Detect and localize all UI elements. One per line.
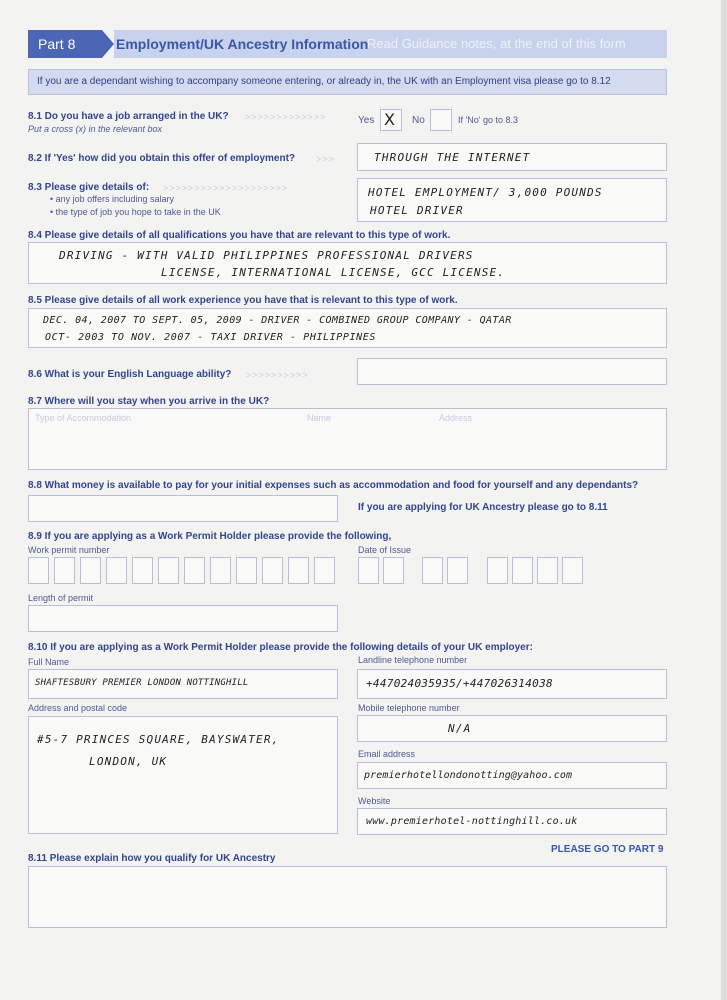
page-edge <box>721 0 727 1000</box>
mobile-label: Mobile telephone number <box>358 703 460 713</box>
q81-label: 8.1 Do you have a job arranged in the UK? <box>28 111 229 122</box>
q83-answer-field[interactable] <box>357 178 667 222</box>
permit-number-cell[interactable] <box>28 557 49 584</box>
full-name-field[interactable] <box>28 669 338 699</box>
q82-answer-field[interactable] <box>357 143 667 171</box>
q810-label: 8.10 If you are applying as a Work Permit Holder please provide the following details of your UK employer: <box>28 642 533 653</box>
issue-day-cell[interactable] <box>358 557 379 584</box>
q87-label: 8.7 Where will you stay when you arrive in the UK? <box>28 396 270 407</box>
landline-label: Landline telephone number <box>358 655 468 665</box>
q89-label: 8.9 If you are applying as a Work Permit Holder please provide the following, <box>28 531 392 542</box>
address-field[interactable] <box>28 716 338 834</box>
permit-number-cell[interactable] <box>106 557 127 584</box>
yes-label: Yes <box>358 115 375 126</box>
full-name-value: SHAFTESBURY PREMIER LONDON NOTTINGHILL <box>35 678 249 688</box>
q81-instruction: Put a cross (x) in the relevant box <box>28 124 163 134</box>
email-value: premierhotellondonotting@yahoo.com <box>364 770 573 781</box>
date-of-issue-label: Date of Issue <box>358 545 412 555</box>
part-label: Part 8 <box>28 30 102 58</box>
email-label: Email address <box>358 749 416 759</box>
part-arrow <box>102 30 114 58</box>
q811-answer-field[interactable] <box>28 866 667 928</box>
q88-label: 8.8 What money is available to pay for your initial expenses such as accommodation and food for yourself and any dependants? <box>28 480 639 491</box>
permit-number-cell[interactable] <box>132 557 153 584</box>
no-checkbox[interactable] <box>430 109 452 131</box>
permit-number-cell[interactable] <box>80 557 101 584</box>
q81-leader: >>>>>>>>>>>>> <box>245 112 327 122</box>
permit-number-cell[interactable] <box>54 557 75 584</box>
permit-number-cell[interactable] <box>288 557 309 584</box>
q86-leader: >>>>>>>>>> <box>246 370 309 380</box>
address-line-1: #5-7 PRINCES SQUARE, BAYSWATER, <box>37 733 280 746</box>
q84-label: 8.4 Please give details of all qualifications you have that are relevant to this type of work. <box>28 230 451 241</box>
q83-answer-line-2: HOTEL DRIVER <box>370 204 464 217</box>
q85-answer-line-1: DEC. 04, 2007 TO SEPT. 05, 2009 - DRIVER - COMBINED GROUP COMPANY - QATAR <box>43 315 512 326</box>
yes-mark: X <box>384 110 395 129</box>
landline-value: +447024035935/+447026314038 <box>366 677 553 690</box>
issue-day-cell[interactable] <box>383 557 404 584</box>
q81-no-note: If 'No' go to 8.3 <box>458 115 518 125</box>
issue-month-cell[interactable] <box>447 557 468 584</box>
q82-label: 8.2 If 'Yes' how did you obtain this offer of employment? <box>28 153 296 164</box>
mobile-field[interactable] <box>357 715 667 742</box>
q88-answer-field[interactable] <box>28 495 338 522</box>
full-name-label: Full Name <box>28 657 70 667</box>
issue-month-cell[interactable] <box>422 557 443 584</box>
issue-year-cell[interactable] <box>512 557 533 584</box>
permit-length-field[interactable] <box>28 605 338 632</box>
permit-number-cell[interactable] <box>314 557 335 584</box>
address-label: Address and postal code <box>28 703 128 713</box>
goto-part-9: PLEASE GO TO PART 9 <box>551 844 664 855</box>
q86-label: 8.6 What is your English Language ability? <box>28 369 232 380</box>
q85-answer-field[interactable] <box>28 308 667 348</box>
website-label: Website <box>358 796 391 806</box>
q82-answer: THROUGH THE INTERNET <box>374 151 531 164</box>
q83-bullet-2: • the type of job you hope to take in the UK <box>50 207 221 217</box>
mobile-value: N/A <box>448 722 472 735</box>
accommodation-name-placeholder: Name <box>307 413 332 423</box>
q83-bullet-1: • any job offers including salary <box>50 194 175 204</box>
ancestry-goto-note: If you are applying for UK Ancestry please go to 8.11 <box>358 502 608 513</box>
permit-number-cell[interactable] <box>158 557 179 584</box>
permit-number-cell[interactable] <box>236 557 257 584</box>
q83-answer-line-1: HOTEL EMPLOYMENT/ 3,000 POUNDS <box>368 186 603 199</box>
permit-number-label: Work permit number <box>28 545 110 555</box>
permit-length-label: Length of permit <box>28 593 94 603</box>
yes-checkbox[interactable] <box>380 109 402 131</box>
issue-year-cell[interactable] <box>537 557 558 584</box>
q82-leader: >>> <box>316 154 335 164</box>
accommodation-address-placeholder: Address <box>439 413 473 423</box>
q811-label: 8.11 Please explain how you qualify for UK Ancestry <box>28 853 276 864</box>
dependant-banner: If you are a dependant wishing to accompany someone entering, or already in, the UK with an Employment visa please go to 8.12 <box>28 69 667 95</box>
q86-answer-field[interactable] <box>357 358 667 385</box>
permit-number-cell[interactable] <box>262 557 283 584</box>
email-field[interactable] <box>357 762 667 789</box>
website-field[interactable] <box>357 808 667 835</box>
permit-number-cell[interactable] <box>210 557 231 584</box>
address-line-2: LONDON, UK <box>89 755 168 768</box>
guidance-note: Read Guidance notes, at the end of this form <box>367 36 626 51</box>
landline-field[interactable] <box>357 669 667 699</box>
q83-leader: >>>>>>>>>>>>>>>>>>>> <box>163 183 289 193</box>
issue-year-cell[interactable] <box>487 557 508 584</box>
q84-answer-line-2: LICENSE, INTERNATIONAL LICENSE, GCC LICENSE. <box>161 266 506 279</box>
q83-label: 8.3 Please give details of: <box>28 182 150 193</box>
no-label: No <box>412 115 425 126</box>
q85-label: 8.5 Please give details of all work experience you have that is relevant to this type of work. <box>28 295 458 306</box>
q85-answer-line-2: OCT- 2003 TO NOV. 2007 - TAXI DRIVER - PHILIPPINES <box>45 332 377 343</box>
website-value: www.premierhotel-nottinghill.co.uk <box>366 816 578 827</box>
q84-answer-field[interactable] <box>28 242 667 284</box>
issue-year-cell[interactable] <box>562 557 583 584</box>
q84-answer-line-1: DRIVING - WITH VALID PHILIPPINES PROFESSIONAL DRIVERS <box>59 249 474 262</box>
permit-number-cell[interactable] <box>184 557 205 584</box>
section-title: Employment/UK Ancestry Information <box>116 36 369 52</box>
q87-answer-field[interactable] <box>28 408 667 470</box>
accommodation-type-placeholder: Type of Accommodation <box>35 413 132 423</box>
